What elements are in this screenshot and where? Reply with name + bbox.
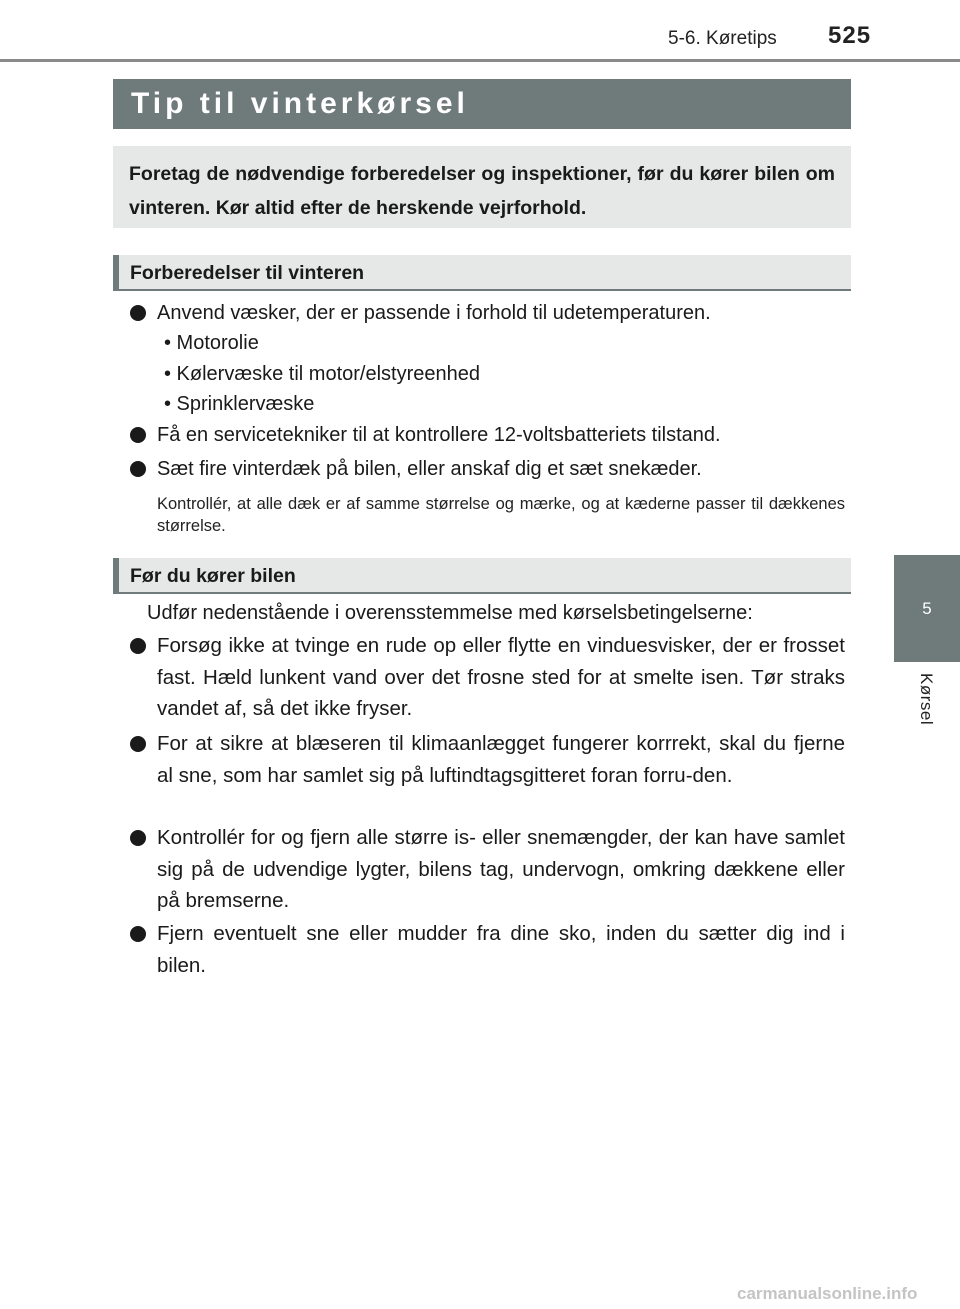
header-rule bbox=[0, 59, 960, 62]
list-item-text: Sæt fire vinterdæk på bilen, eller anskaf dig et sæt snekæder. bbox=[157, 458, 702, 480]
list-item bbox=[130, 630, 845, 725]
list-item-text: Anvend væsker, der er passende i forhold til udetemperaturen. bbox=[157, 302, 711, 324]
intro-box: Foretag de nødvendige forberedelser og inspektioner, før du kører bilen om vinteren. Kør altid efter de herskende vejrforhold. bbox=[113, 146, 851, 228]
list-item-text: Kontrollér for og fjern alle større is- eller snemængder, der kan have samlet sig på de udvendige lygter, bilens tag, undervogn, omkring dækkene eller på bremserne. bbox=[157, 826, 845, 912]
heading-marker bbox=[113, 255, 119, 289]
section-heading-text: Forberedelser til vinteren bbox=[130, 262, 365, 284]
bullet-icon bbox=[130, 736, 146, 752]
page-number: 525 bbox=[828, 22, 872, 49]
watermark: carmanualsonline.info bbox=[737, 1284, 918, 1303]
bullet-icon bbox=[130, 638, 146, 654]
heading-marker bbox=[113, 558, 119, 592]
section-heading-preparations bbox=[113, 255, 851, 291]
bullet-icon bbox=[130, 926, 146, 942]
bullet-icon bbox=[130, 830, 146, 846]
list-item bbox=[130, 918, 845, 981]
list-item-text: Fjern eventuelt sne eller mudder fra dine sko, inden du sætter dig ind i bilen. bbox=[157, 922, 845, 977]
bullet-icon bbox=[130, 461, 146, 477]
sub-item: • Sprinklervæske bbox=[164, 393, 315, 415]
section-heading-before-driving bbox=[113, 558, 851, 594]
header-section: 5-6. Køretips bbox=[668, 28, 777, 49]
chapter-tab: 5 bbox=[894, 555, 960, 662]
page-title: Tip til vinterkørsel bbox=[113, 79, 851, 129]
list-item bbox=[130, 822, 845, 917]
list-item-text: For at sikre at blæseren til klimaanlægget fungerer korrrekt, skal du fjerne al sne, som har samlet sig på luftindtagsgitteret foran forru-den. bbox=[157, 732, 845, 787]
list-item bbox=[130, 728, 845, 791]
tire-note: Kontrollér, at alle dæk er af samme størrelse og mærke, og at kæderne passer til dækkenes størrelse. bbox=[157, 495, 845, 535]
list-item-text: Forsøg ikke at tvinge en rude op eller flytte en vinduesvisker, der er frosset fast. Hæld lunkent vand over det frosne sted for at smelte isen. Tør straks vandet af, så det ikke fryser. bbox=[157, 634, 845, 720]
list-item-text: Få en servicetekniker til at kontrollere 12-voltsbatteriets tilstand. bbox=[157, 424, 721, 446]
sub-item: • Kølervæske til motor/elstyreenhed bbox=[164, 363, 481, 385]
section-heading-text: Før du kører bilen bbox=[130, 565, 296, 587]
sub-item: • Motorolie bbox=[164, 332, 259, 354]
bullet-icon bbox=[130, 427, 146, 443]
section-intro: Udfør nedenstående i overensstemmelse med kørselsbetingelserne: bbox=[147, 602, 753, 624]
chapter-label: Kørsel bbox=[917, 673, 936, 726]
bullet-icon bbox=[130, 305, 146, 321]
